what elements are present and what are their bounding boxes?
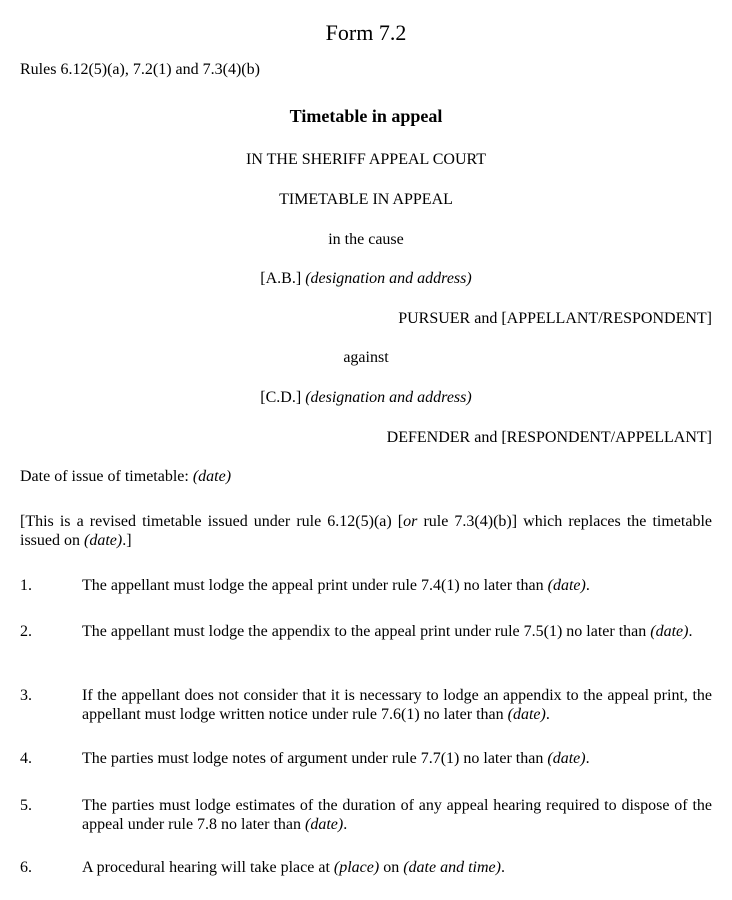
item-text-body: A procedural hearing will take place at — [82, 859, 334, 876]
item-place: (place) — [333, 859, 380, 876]
defender-name: [C.D.] — [260, 389, 302, 406]
defender-role: DEFENDER and [RESPONDENT/APPELLANT] — [386, 429, 712, 446]
rules-reference: Rules 6.12(5)(a), 7.2(1) and 7.3(4)(b) — [20, 61, 260, 78]
item-number: 6. — [20, 859, 32, 876]
item-end: . — [500, 859, 505, 876]
item-text-body: The appellant must lodge the appendix to the appeal print under rule 7.5(1) no later than — [82, 623, 651, 640]
revision-note — [20, 512, 712, 550]
item-date: (date) — [650, 623, 689, 640]
item-number: 1. — [20, 577, 32, 594]
defender-details: (designation and address) — [305, 389, 472, 406]
date-of-issue — [20, 467, 712, 486]
item-text — [82, 576, 712, 595]
revision-note-date: (date) — [84, 532, 123, 549]
item-text — [82, 749, 712, 768]
item-date: (date) — [547, 750, 586, 767]
item-end: . — [688, 623, 693, 640]
revision-note-or: or — [403, 513, 418, 530]
item-number: 4. — [20, 750, 32, 767]
date-of-issue-value: (date) — [192, 468, 232, 485]
item-end: . — [585, 577, 590, 594]
item-number: 3. — [20, 687, 32, 704]
against-label: against — [343, 349, 389, 366]
item-text — [82, 796, 712, 834]
item-date: (date) — [305, 816, 344, 833]
item-text-body: The parties must lodge notes of argument under rule 7.7(1) no later than — [82, 750, 548, 767]
pursuer-role: PURSUER and [APPELLANT/RESPONDENT] — [398, 310, 712, 327]
document-title: Timetable in appeal — [289, 106, 443, 126]
revision-note-part1: [This is a revised timetable issued under rule 6.12(5)(a) [ — [20, 513, 404, 530]
timetable-heading: TIMETABLE IN APPEAL — [279, 191, 453, 208]
item-date: (date) — [507, 706, 546, 723]
item-text — [82, 858, 712, 877]
item-text-body: If the appellant does not consider that it is necessary to lodge an appendix to the appeal print, the appellant must lodge written notice under rule 7.6(1) no later than — [82, 687, 712, 723]
item-number: 2. — [20, 623, 32, 640]
date-of-issue-label: Date of issue of timetable: — [20, 468, 189, 485]
item-end: . — [545, 706, 550, 723]
item-mid: on — [379, 859, 404, 876]
item-end: . — [343, 816, 348, 833]
item-end: . — [585, 750, 590, 767]
form-number: Form 7.2 — [325, 20, 407, 45]
item-date: (date) — [547, 577, 586, 594]
pursuer-details: (designation and address) — [305, 270, 472, 287]
item-date: (date and time) — [403, 859, 501, 876]
item-text — [82, 622, 712, 641]
item-text-body: The parties must lodge estimates of the duration of any appeal hearing required to dispose of the appeal under rule 7.8 no later than — [82, 797, 712, 833]
in-the-cause: in the cause — [328, 231, 404, 248]
item-text — [82, 686, 712, 724]
item-text-body: The appellant must lodge the appeal print under rule 7.4(1) no later than — [82, 577, 548, 594]
pursuer-name: [A.B.] — [260, 270, 302, 287]
pursuer-line — [20, 269, 712, 288]
defender-line — [20, 388, 712, 407]
revision-note-part2: rule 7.3(4)(b)] which replaces the timetable issued on — [20, 513, 712, 549]
revision-note-part3: .] — [122, 532, 132, 549]
item-number: 5. — [20, 797, 32, 814]
court-heading: IN THE SHERIFF APPEAL COURT — [246, 151, 486, 168]
